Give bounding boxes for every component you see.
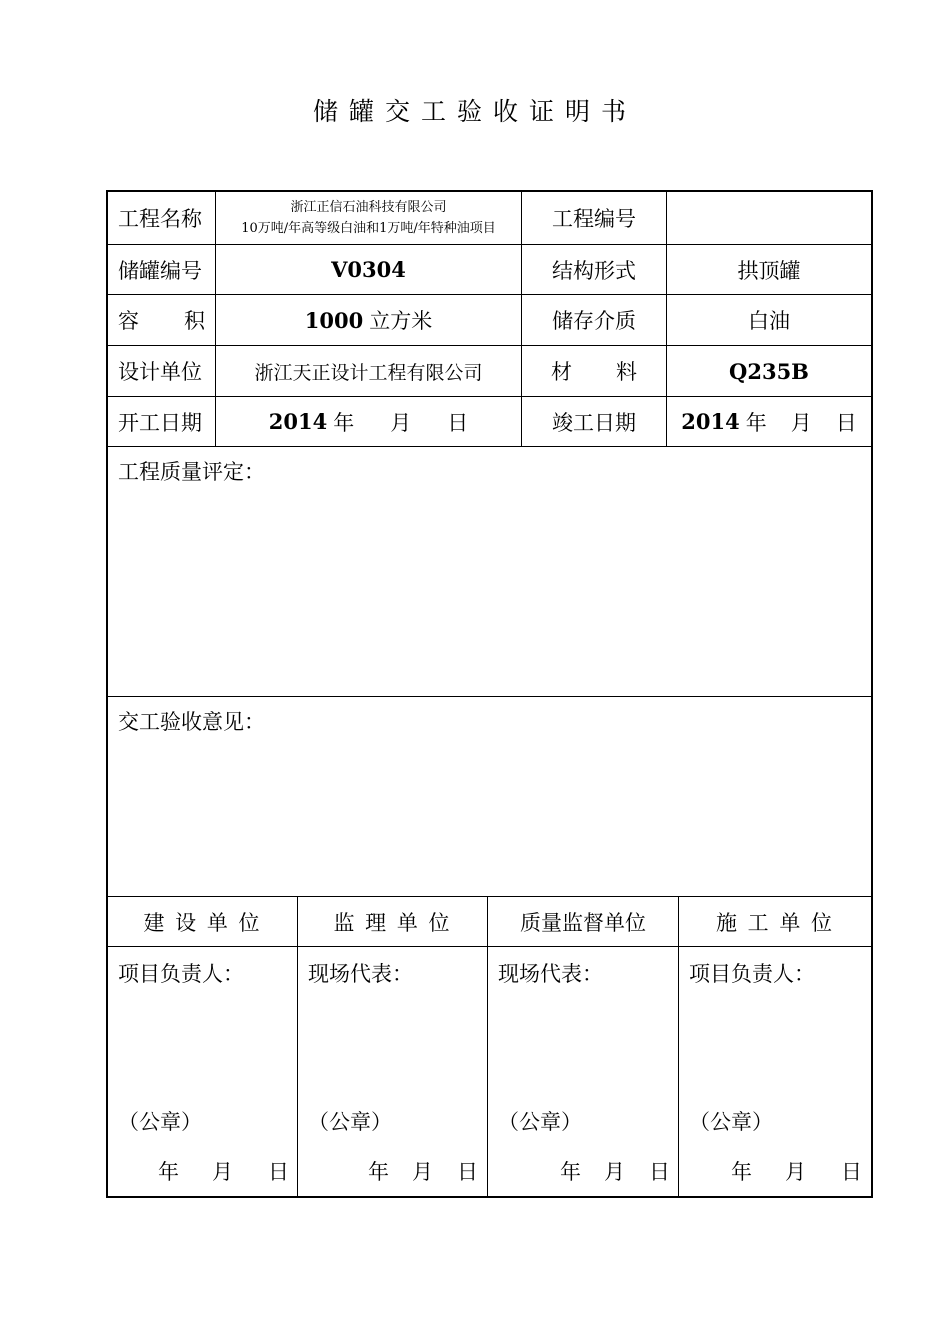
signature-role-contractor: 项目负责人： [689,962,815,986]
date-month-contractor: 月 [785,1160,806,1184]
date-day-owner: 日 [268,1160,289,1184]
date-year-contractor: 年 [731,1160,752,1184]
material-label [522,346,666,396]
volume-unit: 立方米 [369,309,433,333]
start-date-label: 开工日期 [118,410,202,435]
volume-label [108,295,215,345]
completion-day-char: 日 [835,410,857,435]
date-month-quality-supervision: 月 [604,1160,625,1184]
structure-label: 结构形式 [552,258,636,283]
completion-year-char: 年 [745,410,767,435]
date-day-contractor: 日 [841,1160,862,1184]
signature-role-owner: 项目负责人： [118,962,244,986]
start-day-char: 日 [447,410,469,435]
seal-supervisor: （公章） [308,1110,392,1134]
project-number-label: 工程编号 [552,207,636,231]
date-day-supervisor: 日 [457,1160,478,1184]
signature-header-supervisor: 监 理 单 位 [333,910,452,935]
project-name-line2: 10万吨/年高等级白油和1万吨/年特种油项目 [241,221,496,236]
volume-value [216,295,521,345]
tank-number-label: 储罐编号 [118,258,202,283]
material-value: Q235B [729,358,809,384]
date-month-owner: 月 [212,1160,233,1184]
signature-header-quality-supervision: 质量监督单位 [520,910,646,935]
date-year-supervisor: 年 [368,1160,389,1184]
acceptance-form [106,190,873,1198]
start-month-char: 月 [390,410,412,435]
start-year: 2014 [268,409,328,434]
date-month-supervisor: 月 [412,1160,433,1184]
completion-year: 2014 [681,409,740,434]
structure-value: 拱顶罐 [737,258,801,283]
tank-number-value: V0304 [331,257,406,282]
acceptance-opinion-label: 交工验收意见： [118,710,265,734]
volume-number: 1000 [304,307,364,333]
date-day-quality-supervision: 日 [649,1160,670,1184]
signature-header-contractor: 施 工 单 位 [715,910,835,935]
date-year-quality-supervision: 年 [560,1160,581,1184]
signature-role-quality-supervision: 现场代表： [498,962,603,986]
volume-label-a: 容 [118,309,139,333]
seal-owner: （公章） [118,1110,202,1134]
signature-role-supervisor: 现场代表： [308,962,413,986]
material-label-b: 料 [616,360,637,384]
project-name-label: 工程名称 [118,207,202,231]
volume-label-b: 积 [184,309,205,333]
seal-quality-supervision: （公章） [498,1110,582,1134]
design-unit-label: 设计单位 [118,360,202,384]
project-name-line1: 浙江正信石油科技有限公司 [290,200,447,215]
signature-header-owner: 建 设 单 位 [143,910,262,935]
completion-date-value [667,397,871,446]
material-label-a: 材 [551,360,572,384]
medium-label: 储存介质 [552,309,636,333]
seal-contractor: （公章） [689,1110,773,1134]
project-name-value [216,192,521,244]
completion-month-char: 月 [790,410,812,435]
project-number-value [667,192,871,244]
document-title: 储罐交工验收证明书 [312,97,637,126]
quality-assessment-label: 工程质量评定： [118,460,265,484]
completion-date-label: 竣工日期 [552,410,636,435]
date-year-owner: 年 [158,1160,179,1184]
design-unit-value: 浙江天正设计工程有限公司 [254,361,483,384]
medium-value: 白油 [748,309,790,333]
start-date-value [216,397,521,446]
start-year-char: 年 [333,410,355,435]
